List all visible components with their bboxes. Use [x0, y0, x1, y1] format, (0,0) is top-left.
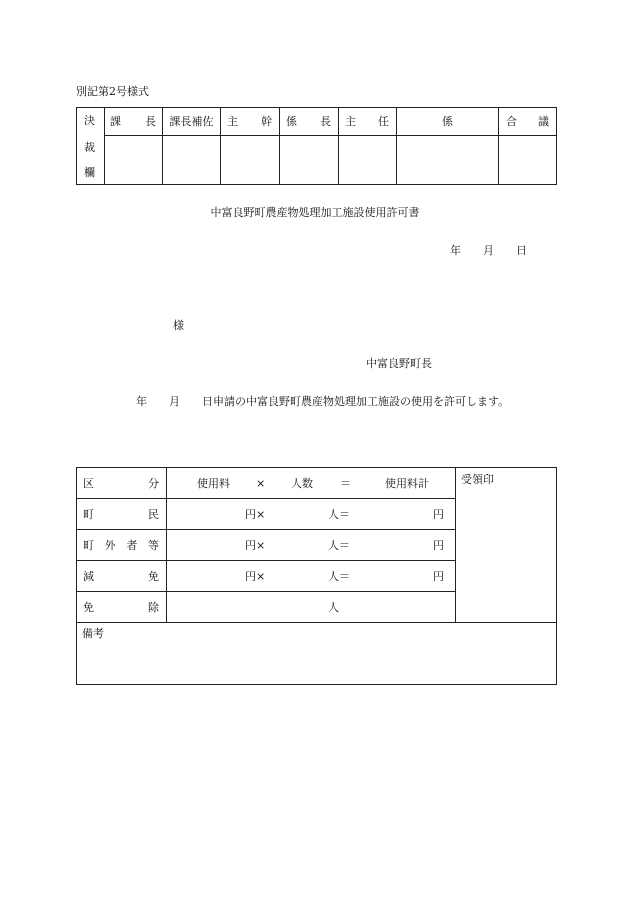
approval-side-label-1: 決 [84, 114, 95, 127]
header-equals: ＝ [340, 477, 351, 490]
row-people-eq: 人＝ [328, 539, 350, 552]
row-yen: 円 [433, 570, 444, 583]
row-people-eq: 人＝ [328, 508, 350, 521]
role-gogi: 合 議 [506, 115, 549, 128]
header-total: 使用料計 [385, 477, 429, 490]
header-receipt-stamp: 受領印 [461, 473, 494, 486]
row-yen-x: 円× [245, 539, 266, 552]
row-category-non-resident: 町 外 者 等 [83, 539, 159, 552]
row-yen-x: 円× [245, 570, 266, 583]
header-category: 区 分 [83, 477, 159, 490]
row-yen: 円 [433, 508, 444, 521]
role-shunin: 主 任 [345, 115, 389, 128]
row-category-resident: 町 民 [83, 508, 159, 521]
row-people: 人 [328, 601, 339, 614]
role-kacho-hosa: 課長補佐 [169, 115, 214, 128]
addressee-suffix: 様 [173, 319, 184, 332]
remarks-label: 備考 [82, 627, 104, 640]
row-category-reduction: 減 免 [83, 570, 159, 583]
approval-side-label-2: 裁 [84, 141, 95, 154]
form-label: 別記第2号様式 [76, 85, 149, 98]
header-fee: 使用料 [197, 477, 230, 490]
role-shukan: 主 幹 [227, 115, 272, 128]
document-title: 中富良野町農産物処理加工施設使用許可書 [210, 206, 420, 219]
row-yen: 円 [433, 539, 444, 552]
header-people: 人数 [291, 477, 313, 490]
permission-statement: 年 月 日申請の中富良野町農産物処理加工施設の使用を許可します。 [136, 395, 510, 408]
issue-date: 年 月 日 [450, 244, 527, 257]
approval-side-label-3: 欄 [84, 166, 95, 179]
row-category-exemption: 免 除 [83, 601, 159, 614]
row-people-eq: 人＝ [328, 570, 350, 583]
role-kakaricho: 係 長 [286, 115, 331, 128]
header-times: × [256, 477, 266, 490]
role-kacho: 課 長 [110, 115, 156, 128]
row-yen-x: 円× [245, 508, 266, 521]
issuer-name: 中富良野町長 [366, 357, 432, 370]
role-kakari: 係 [442, 115, 453, 128]
